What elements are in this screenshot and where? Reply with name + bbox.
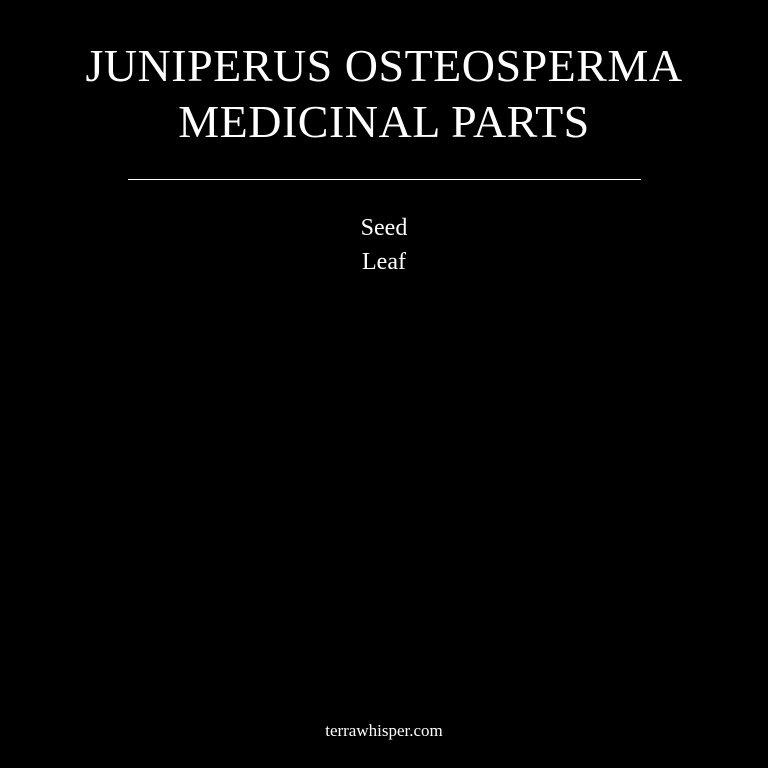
medicinal-parts-list <box>0 211 768 279</box>
title-divider <box>128 179 641 180</box>
page-title <box>0 38 768 150</box>
list-item-seed: Seed <box>360 215 408 241</box>
footer-site-credit: terrawhisper.com <box>325 721 443 740</box>
list-item-leaf: Leaf <box>362 249 406 275</box>
title-line-subtitle: MEDICINAL PARTS <box>178 96 590 147</box>
title-line-species: JUNIPERUS OSTEOSPERMA <box>85 40 683 91</box>
